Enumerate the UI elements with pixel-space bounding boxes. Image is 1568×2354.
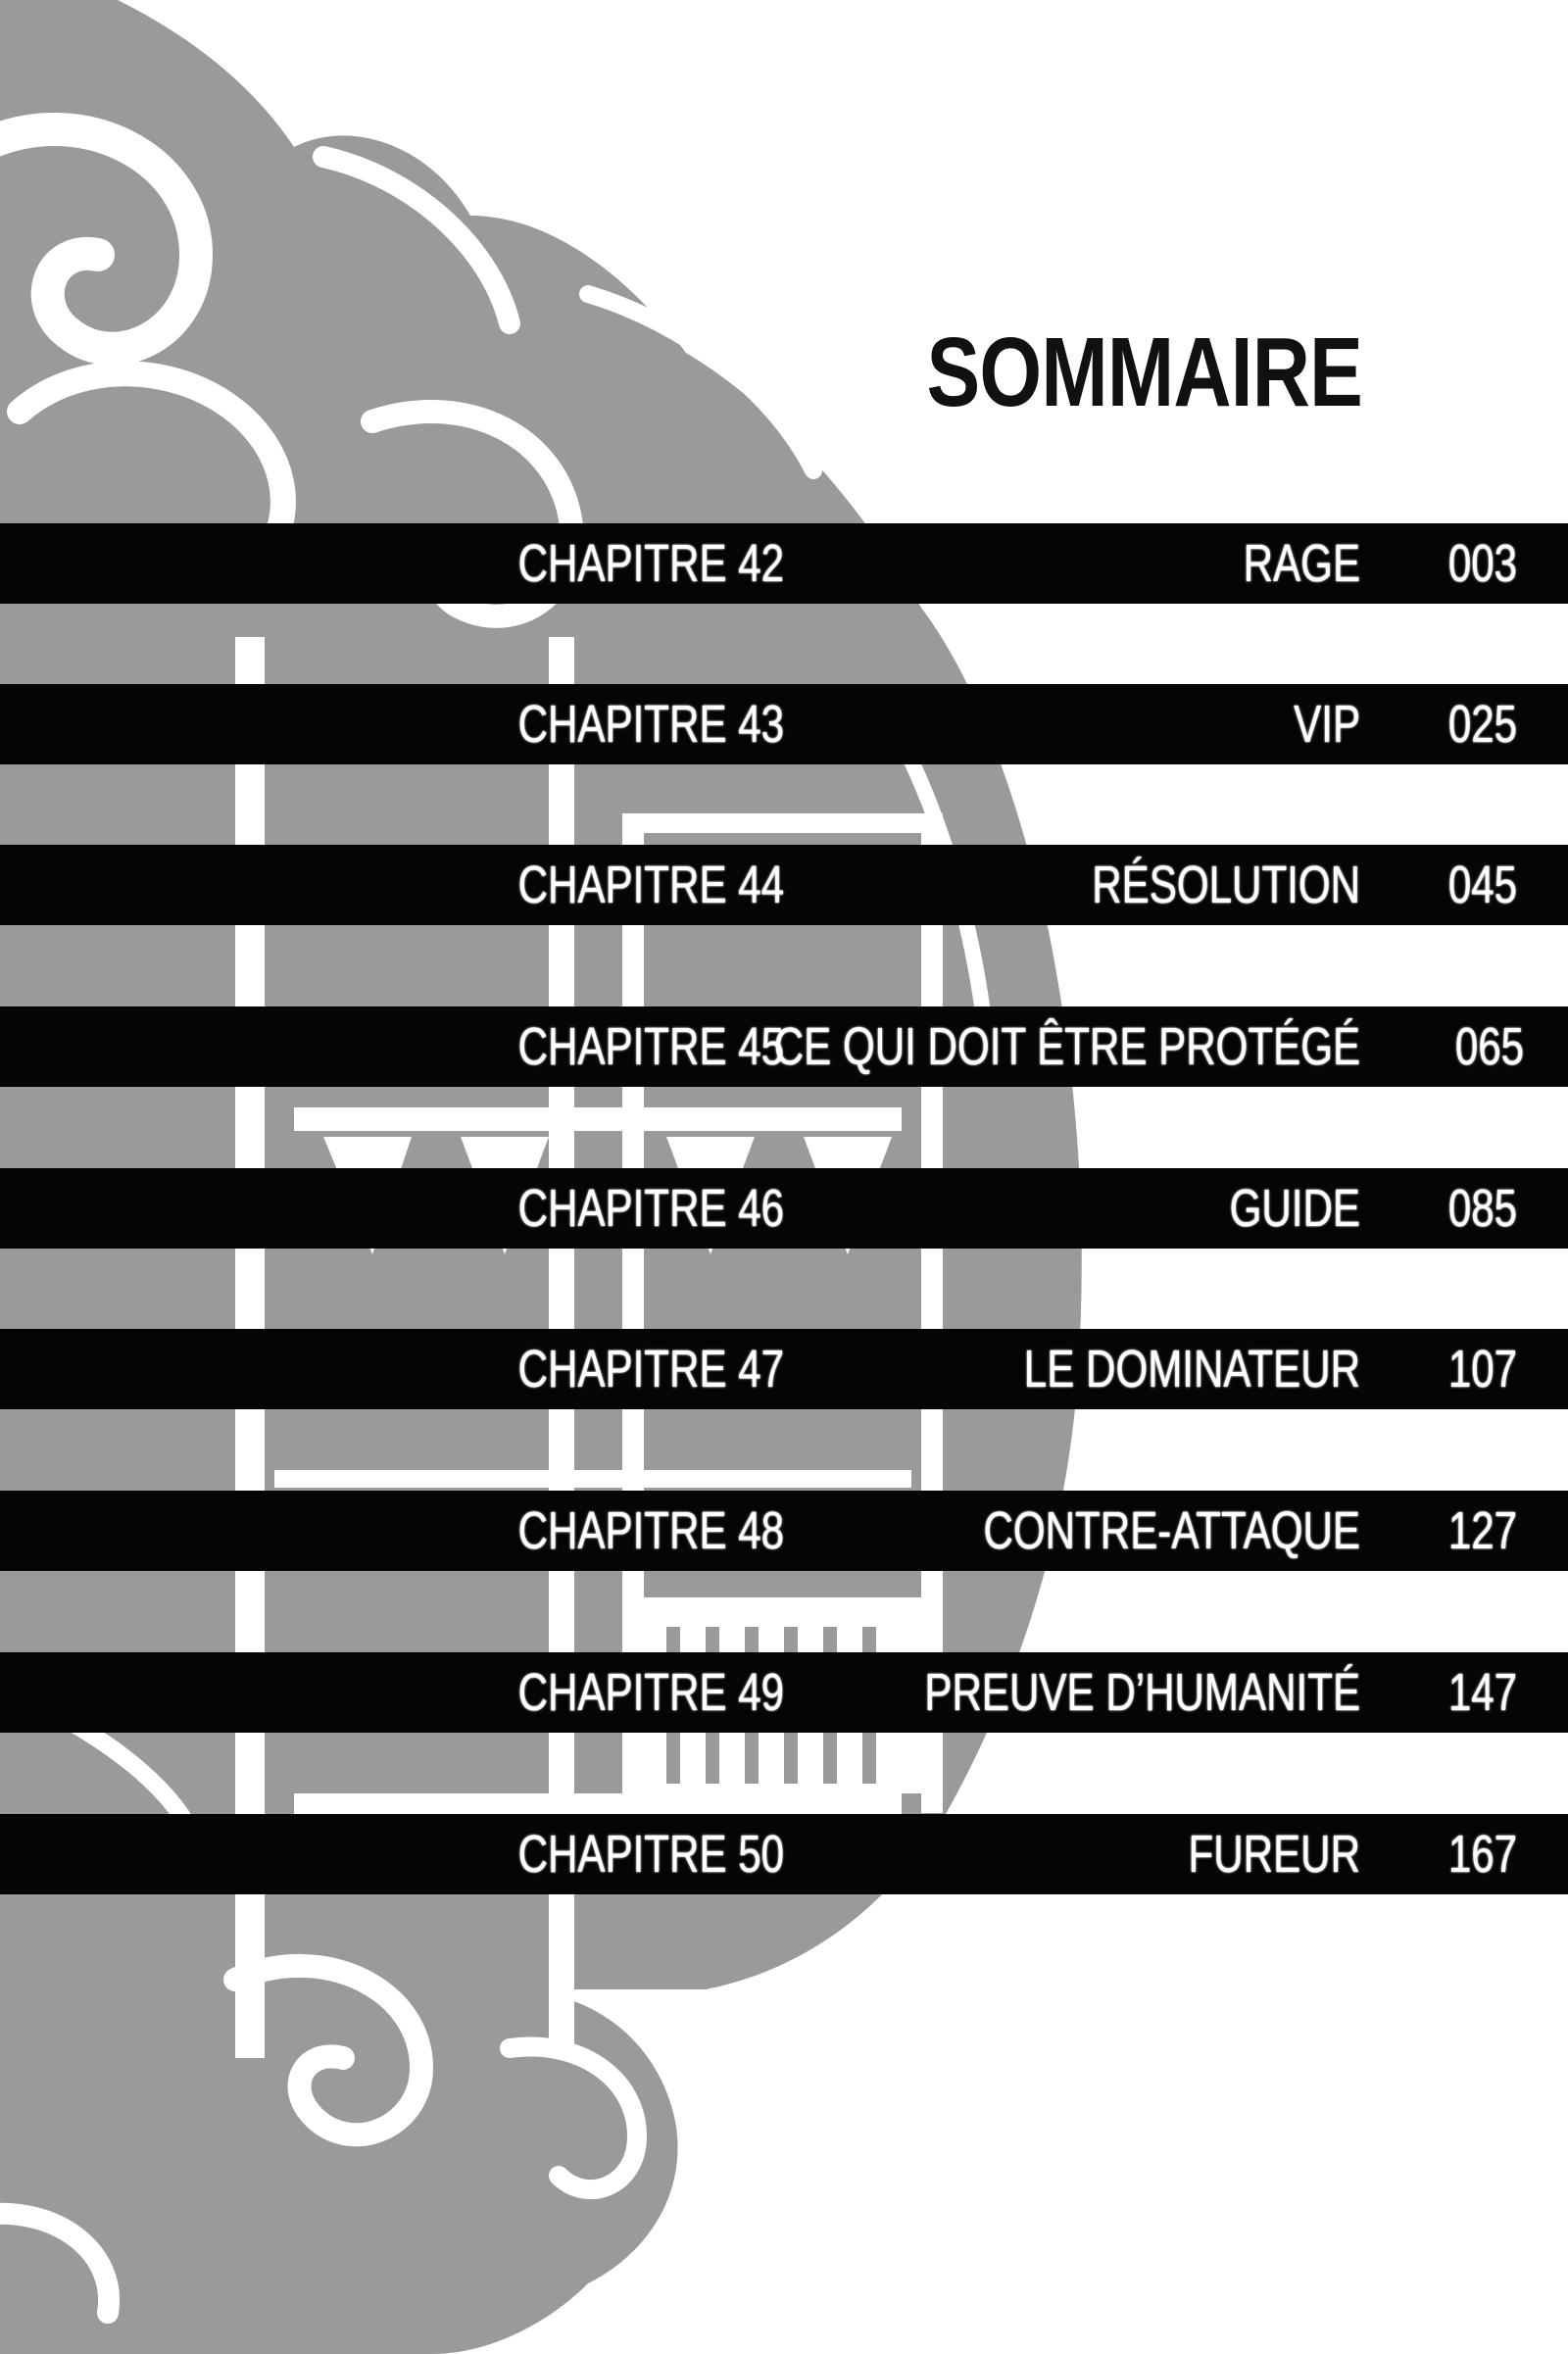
toc-entry-44[interactable] [0, 845, 1568, 925]
toc-entry-46[interactable] [0, 1168, 1568, 1249]
toc-entry-45[interactable] [0, 1006, 1568, 1087]
page-number: 167 [1447, 1825, 1517, 1884]
page-number: 065 [1454, 1017, 1524, 1076]
toc-entry-49[interactable] [0, 1652, 1568, 1733]
chapter-title: LE DOMINATEUR [1023, 1340, 1360, 1398]
chapter-title: GUIDE [1229, 1179, 1360, 1238]
toc-entry-42[interactable] [0, 523, 1568, 604]
page-number: 045 [1447, 856, 1517, 914]
page-number: 025 [1447, 695, 1517, 754]
toc-entry-48[interactable] [0, 1491, 1568, 1571]
chapter-title: RÉSOLUTION [1092, 856, 1360, 914]
chapter-number: CHAPITRE 50 [517, 1825, 784, 1884]
chapter-number: CHAPITRE 46 [517, 1179, 784, 1238]
chapter-title: CE QUI DOIT ÊTRE PROTÉGÉ [773, 1017, 1360, 1076]
chapter-number: CHAPITRE 43 [517, 695, 784, 754]
toc-entry-47[interactable] [0, 1329, 1568, 1409]
chapter-number: CHAPITRE 49 [517, 1663, 784, 1722]
chapter-number: CHAPITRE 48 [517, 1501, 784, 1560]
chapter-title: CONTRE-ATTAQUE [983, 1501, 1360, 1560]
chapter-number: CHAPITRE 42 [517, 534, 784, 593]
chapter-title: RAGE [1243, 534, 1360, 593]
toc-entry-43[interactable] [0, 684, 1568, 764]
chapter-number: CHAPITRE 44 [517, 856, 784, 914]
page-title: SOMMAIRE [926, 318, 1362, 427]
chapter-title: FUREUR [1188, 1825, 1360, 1884]
page-number: 003 [1447, 534, 1517, 593]
chapter-number: CHAPITRE 47 [517, 1340, 784, 1398]
toc-entry-50[interactable] [0, 1814, 1568, 1894]
page-number: 147 [1447, 1663, 1517, 1722]
page-number: 085 [1447, 1179, 1517, 1238]
page-number: 127 [1447, 1501, 1517, 1560]
chapter-title: VIP [1294, 695, 1360, 754]
chapter-title: PREUVE D’HUMANITÉ [924, 1663, 1360, 1722]
page-number: 107 [1447, 1340, 1517, 1398]
chapter-number: CHAPITRE 45 [517, 1017, 784, 1076]
